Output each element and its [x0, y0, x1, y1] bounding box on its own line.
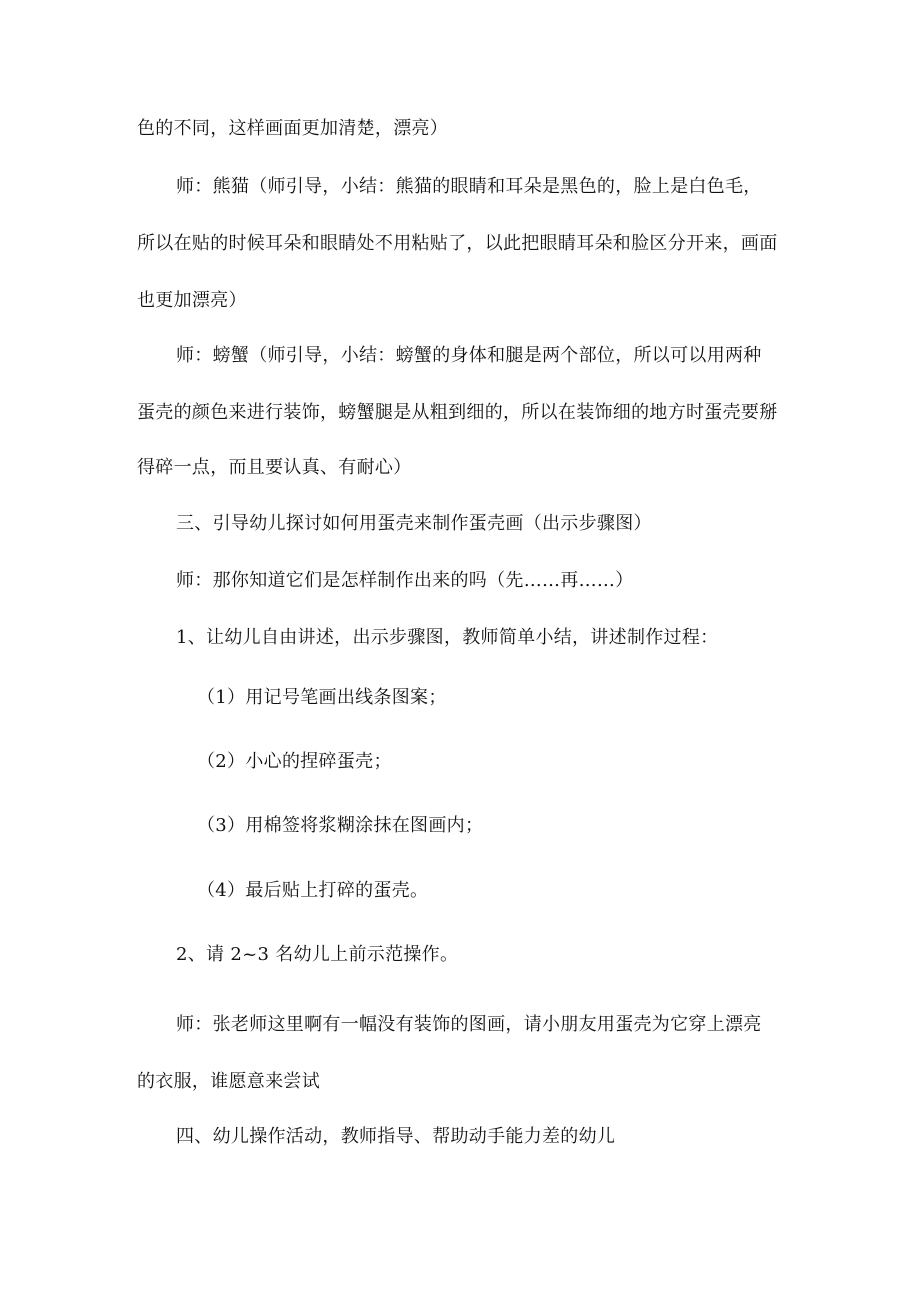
section-heading: 三、引导幼儿探讨如何用蛋壳来制作蛋壳画（出示步骤图） — [176, 513, 652, 534]
text-line: 色的不同，这样画面更加清楚，漂亮） — [137, 118, 449, 139]
text-line: 蛋壳的颜色来进行装饰，螃蟹腿是从粗到细的，所以在装饰细的地方时蛋壳要掰 — [137, 402, 778, 423]
text-line: 师：那你知道它们是怎样制作出来的吗（先……再……） — [176, 570, 634, 591]
text-line: 师：熊猫（师引导，小结：熊猫的眼睛和耳朵是黑色的，脸上是白色毛， — [176, 176, 762, 197]
step-item: （1）用记号笔画出线条图案； — [197, 687, 447, 708]
list-item: 1、让幼儿自由讲述，出示步骤图，教师简单小结，讲述制作过程： — [176, 627, 719, 648]
section-heading: 四、幼儿操作活动，教师指导、帮助动手能力差的幼儿 — [176, 1126, 616, 1147]
step-item: （4）最后贴上打碎的蛋壳。 — [197, 880, 429, 901]
list-item: 2、请 2~3 名幼儿上前示范操作。 — [176, 944, 459, 965]
text-line: 师：张老师这里啊有一幅没有装饰的图画，请小朋友用蛋壳为它穿上漂亮 — [176, 1014, 762, 1035]
text-line: 得碎一点，而且要认真、有耐心） — [137, 457, 412, 478]
step-item: （2）小心的捏碎蛋壳； — [197, 751, 392, 772]
step-item: （3）用棉签将浆糊涂抹在图画内； — [197, 815, 484, 836]
text-line: 所以在贴的时候耳朵和眼睛处不用粘贴了，以此把眼睛耳朵和脸区分开来，画面 — [137, 233, 778, 254]
text-line: 的衣服，谁愿意来尝试 — [137, 1071, 320, 1092]
text-line: 也更加漂亮） — [137, 290, 247, 311]
text-line: 师：螃蟹（师引导，小结：螃蟹的身体和腿是两个部位，所以可以用两种 — [176, 345, 762, 366]
